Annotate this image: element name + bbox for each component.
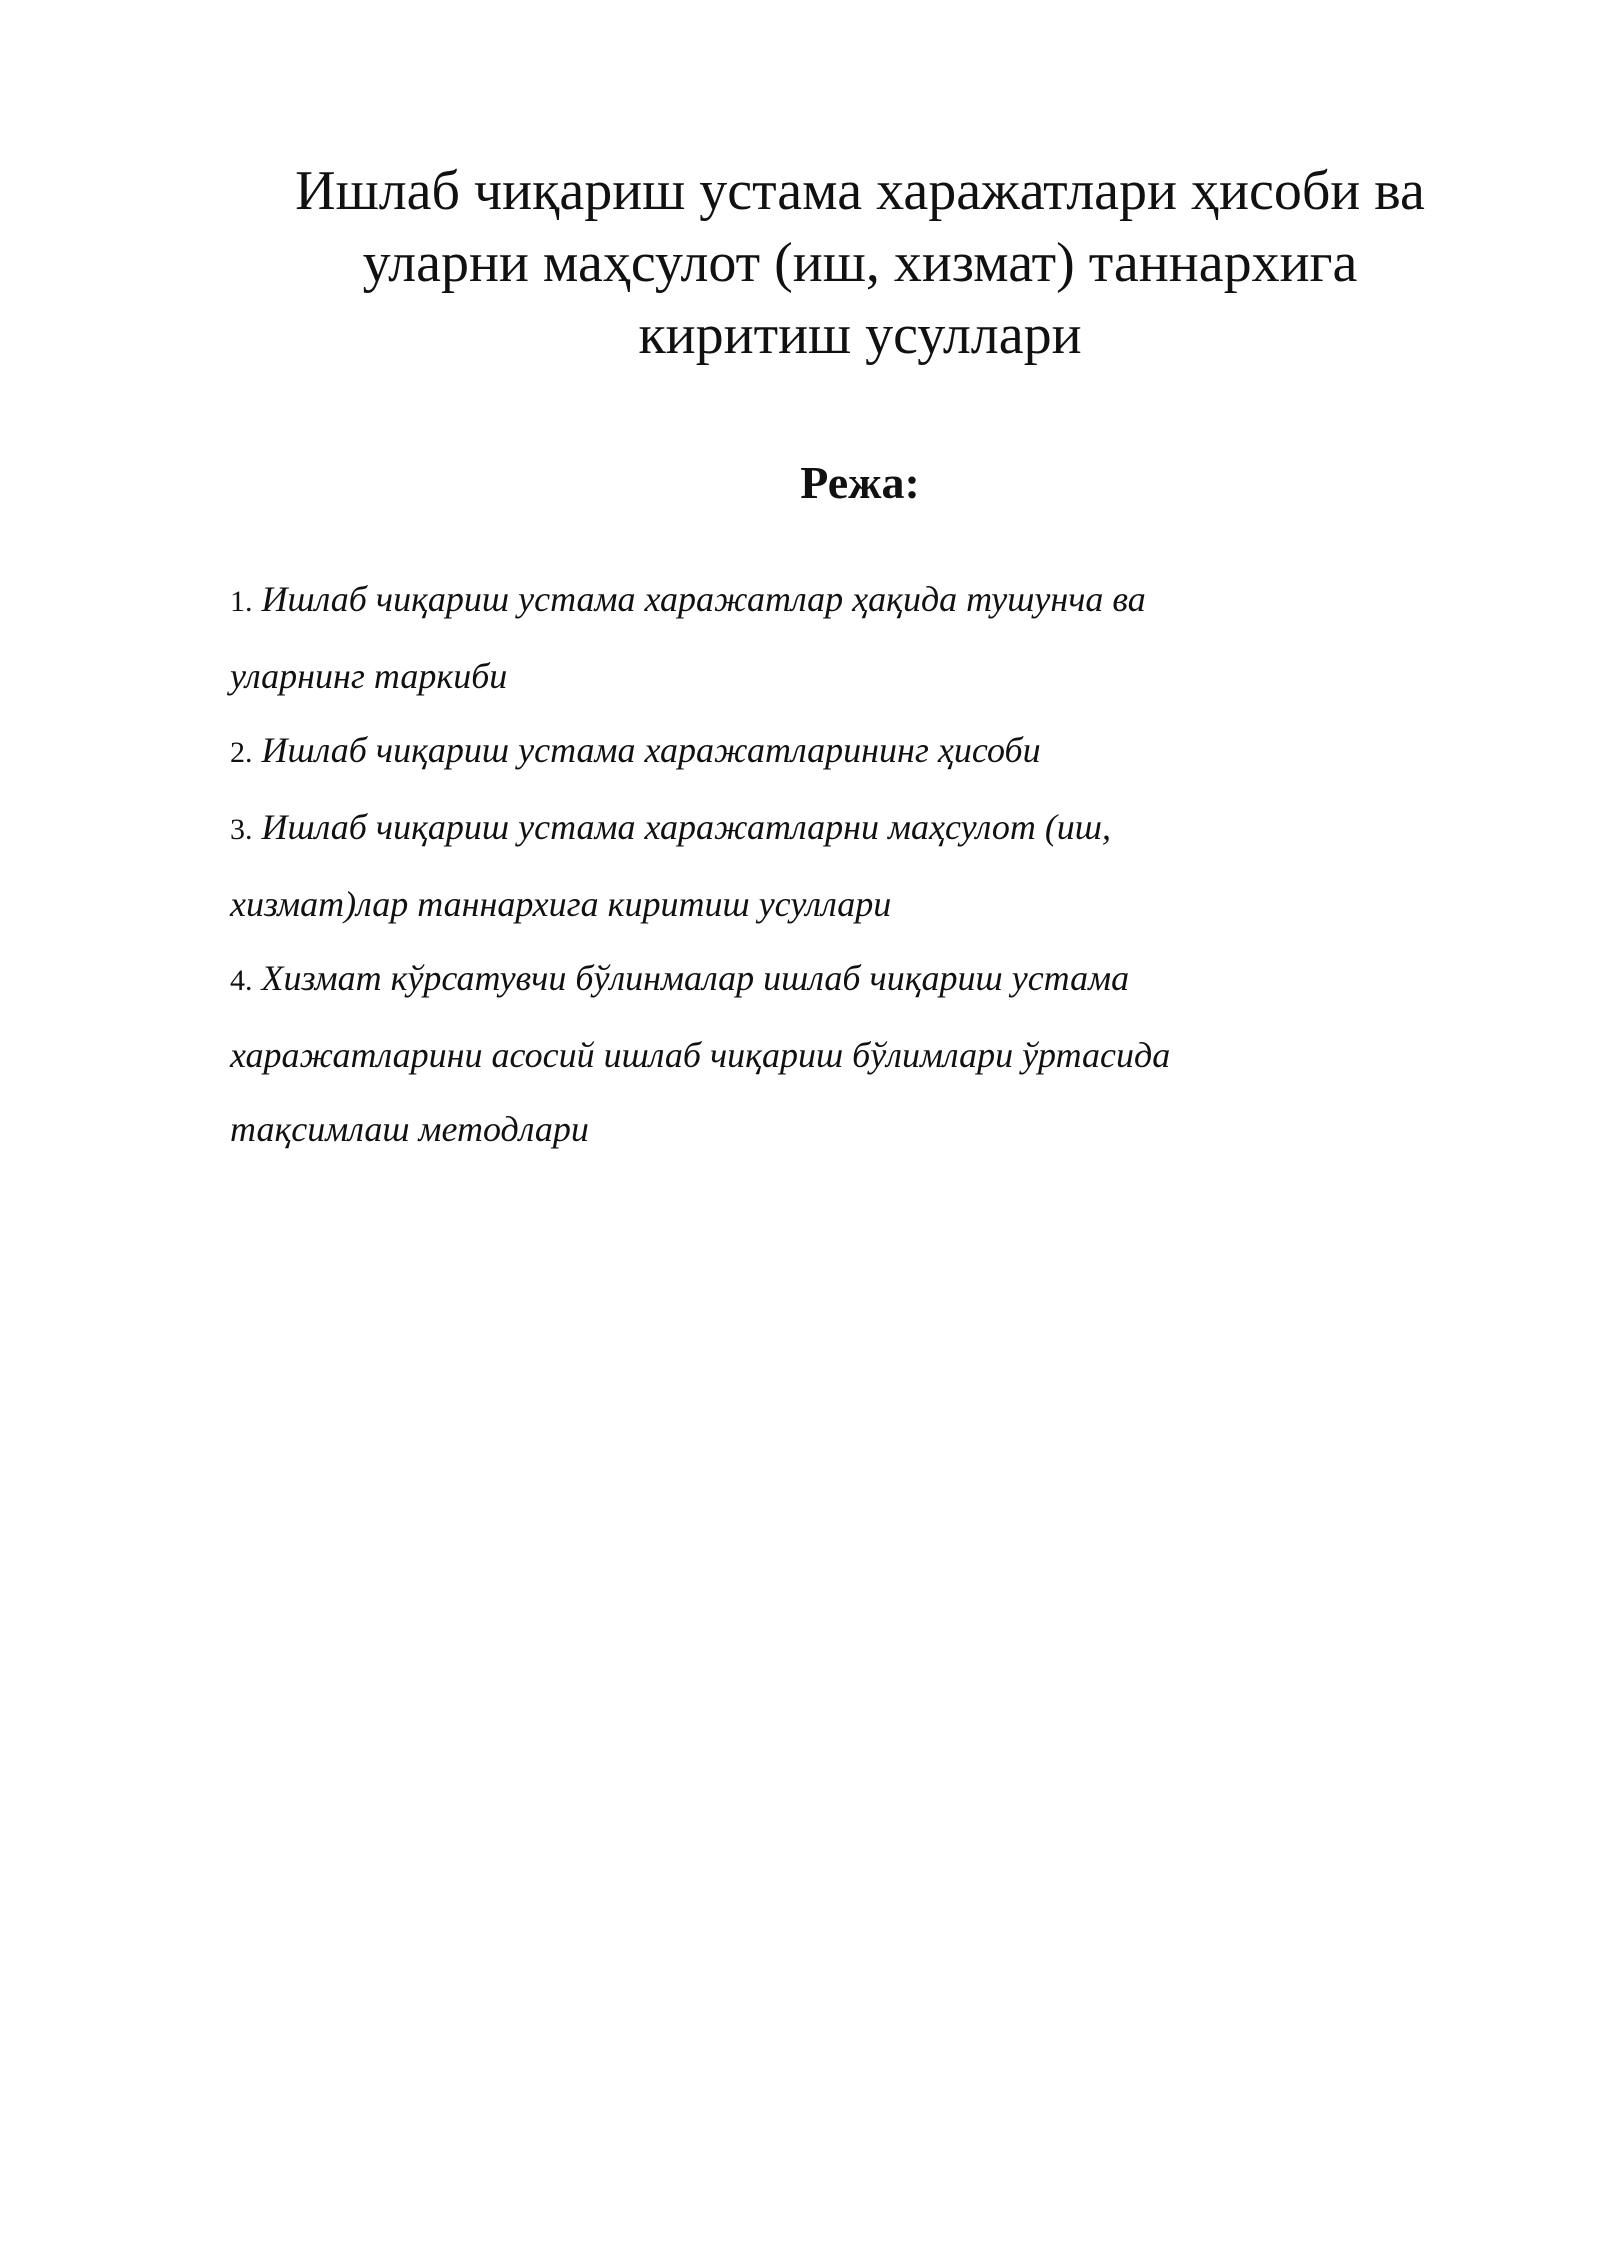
plan-item — [230, 562, 1410, 713]
plan-item-number: 4. — [230, 964, 253, 997]
plan-item-line: тақсимлаш методлари — [230, 1109, 589, 1149]
plan-item-line — [230, 790, 1410, 867]
plan-item — [230, 941, 1410, 1166]
title-line: киритиш усуллари — [638, 304, 1082, 366]
plan-item-number: 2. — [230, 736, 253, 769]
plan-item-line: уларнинг таркиби — [230, 656, 508, 696]
plan-item-line — [230, 562, 1410, 639]
plan-item-text: Ишлаб чиқариш устама харажатларни маҳсулот (иш, — [261, 807, 1111, 847]
plan-item-line: харажатларини асосий ишлаб чиқариш бўлимлари ўртасида — [230, 1035, 1171, 1075]
plan-item — [230, 713, 1410, 790]
plan-item-text: Хизмат кўрсатувчи бўлинмалар ишлаб чиқариш устама — [261, 958, 1130, 998]
plan-item-line: хизмат)лар таннархига киритиш усуллари — [230, 884, 892, 924]
plan-item-text: Ишлаб чиқариш устама харажатлар ҳақида тушунча ва — [261, 579, 1146, 619]
document-title — [230, 155, 1490, 371]
title-line: Ишлаб чиқариш устама харажатлари ҳисоби ва — [295, 160, 1425, 222]
plan-item-text: Ишлаб чиқариш устама харажатларининг ҳисоби — [261, 730, 1041, 770]
plan-item-line — [230, 941, 1410, 1018]
plan-item — [230, 790, 1410, 941]
plan-item-number: 3. — [230, 813, 253, 846]
title-line: уларни маҳсулот (иш, хизмат) таннархига — [362, 232, 1358, 294]
plan-item-line — [230, 713, 1410, 790]
plan-list — [230, 562, 1410, 1166]
plan-item-number: 1. — [230, 585, 253, 618]
plan-heading: Режа: — [800, 457, 920, 508]
